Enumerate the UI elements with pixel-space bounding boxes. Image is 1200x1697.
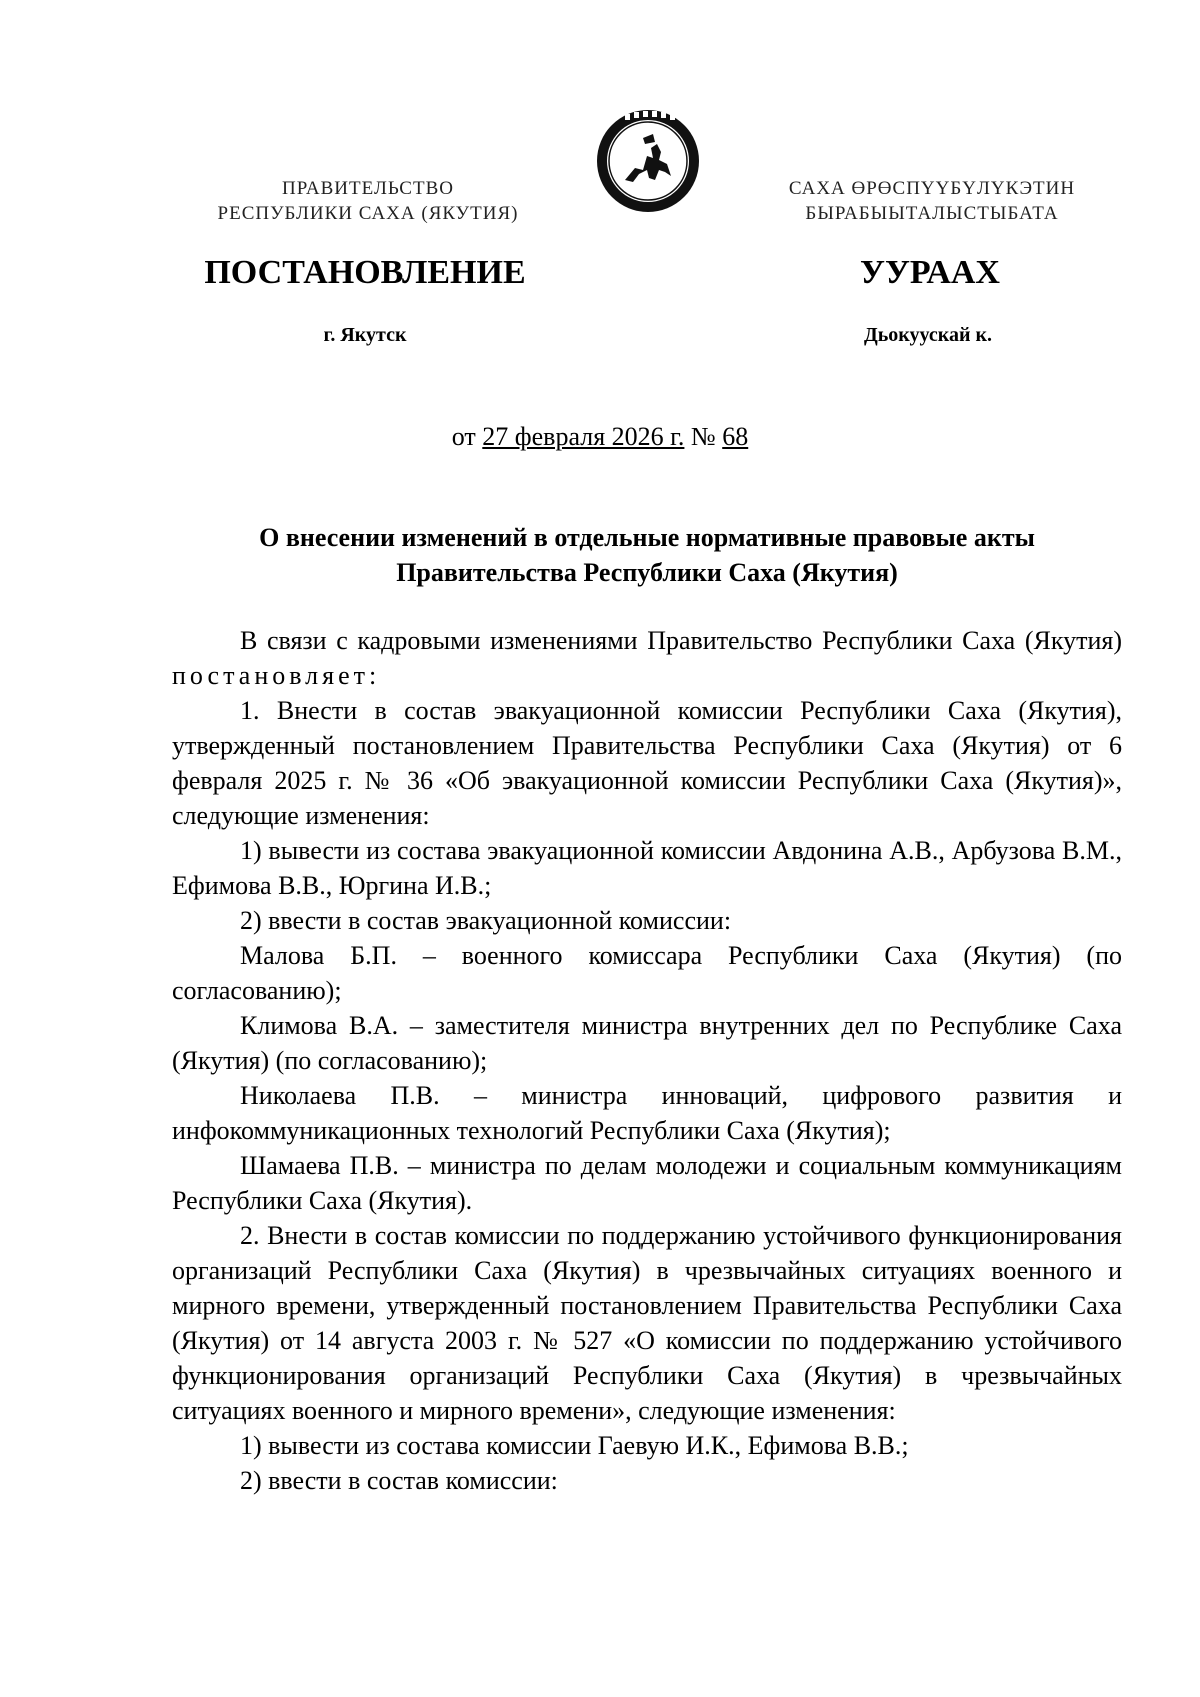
intro-text: В связи с кадровыми изменениями Правительство Республики Саха (Якутия) [240,626,1122,655]
header-left-line2: РЕСПУБЛИКИ САХА (ЯКУТИЯ) [217,203,519,224]
paragraph-1: 1. Внести в состав эвакуационной комиссии Республики Саха (Якутия), утвержденный постановлением Правительства Республики Саха (Якутия) от 6 февраля 2025 г. № 36 «Об эвакуационной комиссии Республики Саха (Якутия)», следующие изменения: [172,696,1122,830]
header-left-line1: ПРАВИТЕЛЬСТВО [282,178,454,199]
document-date: 27 февраля 2026 г. [482,422,685,451]
title-sakha: УУРААХ [860,254,1000,291]
date-line [0,422,1200,452]
header-left [178,176,558,226]
number-label: № [684,422,723,451]
paragraph-1-item-1: 1) вывести из состава эвакуационной комиссии Авдонина А.В., Арбузова В.М., Ефимова В.В., Юргина И.В.; [172,836,1122,900]
member-malov: Малова Б.П. – военного комиссара Республики Саха (Якутия) (по согласованию); [172,941,1122,1005]
coat-of-arms-icon [595,108,701,214]
title-russian: ПОСТАНОВЛЕНИЕ [204,254,526,291]
member-klimov: Климова В.А. – заместителя министра внутренних дел по Республике Саха (Якутия) (по согласованию); [172,1011,1122,1075]
paragraph-1-item-2: 2) ввести в состав эвакуационной комиссии: [240,906,732,935]
paragraph-2-item-2: 2) ввести в состав комиссии: [240,1466,558,1495]
document-title-line2: Правительства Республики Саха (Якутия) [396,558,898,587]
member-shamaev: Шамаева П.В. – министра по делам молодежи и социальным коммуникациям Республики Саха (Якутия). [172,1151,1122,1215]
paragraph-2: 2. Внести в состав комиссии по поддержанию устойчивого функционирования организаций Республики Саха (Якутия) в чрезвычайных ситуациях военного и мирного времени, утвержденный постановлением Правительства Республики Саха (Якутия) от 14 августа 2003 г. № 527 «О комиссии по поддержанию устойчивого функционирования организаций Республики Саха (Якутия) в чрезвычайных ситуациях военного и мирного времени», следующие изменения: [172,1221,1122,1425]
header-right [742,176,1122,226]
document-title-line1: О внесении изменений в отдельные нормативные правовые акты [259,523,1035,552]
document-number: 68 [722,422,749,451]
header-right-line1: САХА ӨРӨСПҮҮБҮЛҮКЭТИН [788,178,1076,199]
paragraph-2-item-1: 1) вывести из состава комиссии Гаевую И.К., Ефимова В.В.; [240,1431,909,1460]
member-nikolaev: Николаева П.В. – министра инноваций, цифрового развития и инфокоммуникационных технологий Республики Саха (Якутия); [172,1081,1122,1145]
document-body [172,623,1122,1498]
intro-paragraph [172,623,1122,693]
date-prefix: от [451,422,483,451]
intro-resolves: постановляет: [172,661,381,690]
city-sakha: Дьокуускай к. [863,324,993,346]
city-russian: г. Якутск [323,324,407,346]
document-title [172,520,1122,590]
header-right-line2: БЫРАБЫЫТАЛЫСТЫБАТА [805,203,1059,224]
